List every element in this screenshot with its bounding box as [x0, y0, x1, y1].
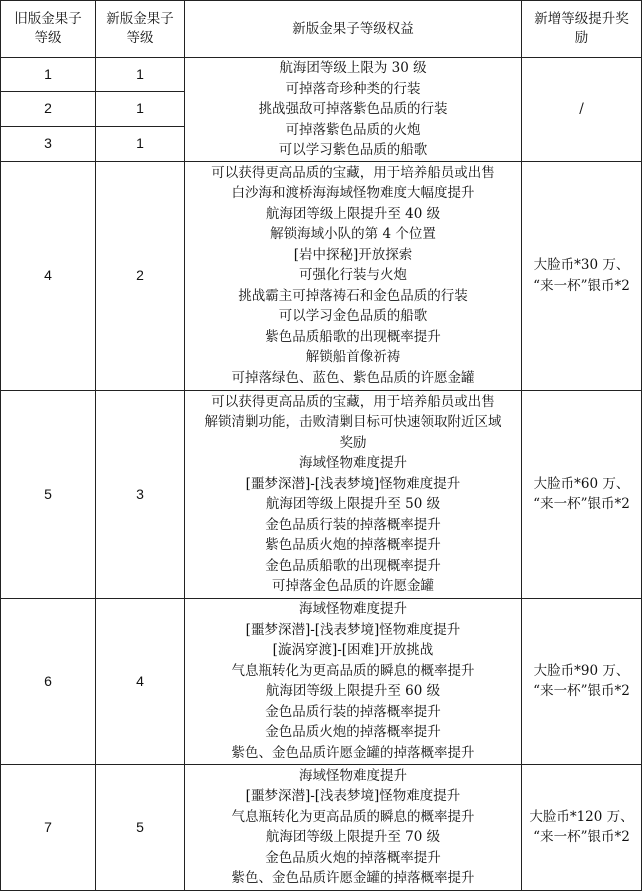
- reward-cell: 大脸币*90 万、 “来一杯”银币*2: [522, 598, 642, 764]
- benefit-line: 可以获得更高品质的宝藏，用于培养船员或出售: [211, 164, 495, 181]
- benefit-line: 海域怪物难度提升: [299, 601, 407, 617]
- benefit-line: 紫色品质船歌的出现概率提升: [265, 328, 441, 345]
- benefits-cell: [185, 764, 522, 890]
- benefit-line: 金色品质火炮的掉落概率提升: [265, 724, 441, 740]
- reward-cell: 大脸币*120 万、 “来一杯”银币*2: [522, 764, 642, 890]
- benefit-line: 可以学习紫色品质的船歌: [278, 142, 428, 158]
- header-new-level: 新版金果子 等级: [96, 1, 185, 58]
- benefit-line: 可掉落金色品质的许愿金罐: [272, 578, 434, 594]
- benefit-line: 航海团等级上限提升至 60 级: [265, 683, 441, 699]
- header-benefits: 新版金果子等级权益: [185, 1, 522, 58]
- benefit-line: [噩梦深潜]-[浅表梦境]怪物难度提升: [245, 475, 461, 492]
- benefit-line: 海域怪物难度提升: [299, 767, 407, 784]
- benefit-line: 解锁海域小队的第 4 个位置: [270, 226, 436, 243]
- benefit-line: [噩梦深潜]-[浅表梦境]怪物难度提升: [245, 621, 461, 638]
- benefit-line: 可掉落奇珍种类的行装: [285, 80, 421, 97]
- benefit-line: 挑战霸主可掉落祷石和金色品质的行装: [238, 287, 468, 304]
- benefit-line: 气息瓶转化为更高品质的瞬息的概率提升: [231, 662, 475, 679]
- header-row: [1, 1, 642, 58]
- benefit-line: [噩梦深潜]-[浅表梦境]怪物难度提升: [245, 788, 461, 804]
- benefit-line: 海域怪物难度提升: [299, 455, 407, 471]
- new-level-cell: 1: [96, 126, 185, 161]
- benefit-line: 可强化行装与火炮: [299, 267, 407, 284]
- benefit-line: 紫色品质火炮的掉落概率提升: [265, 537, 441, 553]
- benefit-line: 可以获得更高品质的宝藏，用于培养船员或出售: [211, 393, 495, 410]
- old-level-cell: 4: [1, 161, 96, 390]
- new-level-cell: 1: [96, 91, 185, 126]
- new-level-cell: 4: [96, 598, 185, 764]
- benefit-line: 航海团等级上限提升至 50 级: [265, 496, 441, 512]
- new-level-cell: 3: [96, 390, 185, 598]
- benefit-line: 解锁清剿功能，击败清剿目标可快速领取附近区域: [204, 414, 502, 430]
- benefit-line: 挑战强敌可掉落紫色品质的行装: [258, 101, 448, 117]
- header-old-level: 旧版金果子 等级: [1, 1, 96, 58]
- old-level-cell: 2: [1, 91, 96, 126]
- table-row: [1, 390, 642, 598]
- benefits-cell: [185, 58, 522, 162]
- benefit-line: 金色品质行装的掉落概率提升: [265, 516, 441, 533]
- benefit-line: 解锁船首像祈祷: [305, 349, 401, 366]
- benefit-line: 金色品质行装的掉落概率提升: [265, 703, 441, 720]
- benefit-line: 航海团等级上限提升至 40 级: [265, 205, 441, 222]
- benefit-line: [漩涡穿渡]-[困难]开放挑战: [272, 642, 434, 658]
- benefit-line: 紫色、金色品质许愿金罐的掉落概率提升: [231, 744, 475, 761]
- table-row: [1, 161, 642, 390]
- old-level-cell: 3: [1, 126, 96, 161]
- new-level-cell: 1: [96, 58, 185, 92]
- benefit-line: 航海团等级上限提升至 70 级: [265, 829, 441, 845]
- reward-cell: 大脸币*60 万、 “来一杯”银币*2: [522, 390, 642, 598]
- benefit-line: 航海团等级上限为 30 级: [279, 60, 427, 76]
- benefit-line: 金色品质船歌的出现概率提升: [265, 557, 441, 574]
- benefit-line: 可掉落绿色、蓝色、紫色品质的许愿金罐: [231, 369, 475, 386]
- new-level-cell: 2: [96, 161, 185, 390]
- benefit-line: 紫色、金色品质许愿金罐的掉落概率提升: [231, 870, 475, 886]
- benefit-line: 奖励: [339, 434, 367, 451]
- old-level-cell: 1: [1, 58, 96, 92]
- benefit-line: 气息瓶转化为更高品质的瞬息的概率提升: [231, 808, 475, 825]
- benefit-line: [岩中探秘]开放探索: [293, 246, 413, 263]
- table-row: [1, 764, 642, 890]
- reward-cell: 大脸币*30 万、 “来一杯”银币*2: [522, 161, 642, 390]
- benefits-cell: [185, 161, 522, 390]
- header-reward: 新增等级提升奖 励: [522, 1, 642, 58]
- old-level-cell: 7: [1, 764, 96, 890]
- old-level-cell: 6: [1, 598, 96, 764]
- benefit-line: 金色品质火炮的掉落概率提升: [265, 849, 441, 866]
- table-row: [1, 598, 642, 764]
- benefit-line: 白沙海和渡桥海海域怪物难度大幅度提升: [231, 185, 475, 202]
- benefit-line: 可以学习金色品质的船歌: [278, 308, 428, 325]
- new-level-cell: 5: [96, 764, 185, 890]
- old-level-cell: 5: [1, 390, 96, 598]
- benefit-line: 可掉落紫色品质的火炮: [285, 121, 421, 138]
- table-row: [1, 58, 642, 92]
- reward-cell: /: [522, 58, 642, 162]
- benefits-cell: [185, 598, 522, 764]
- benefits-cell: [185, 390, 522, 598]
